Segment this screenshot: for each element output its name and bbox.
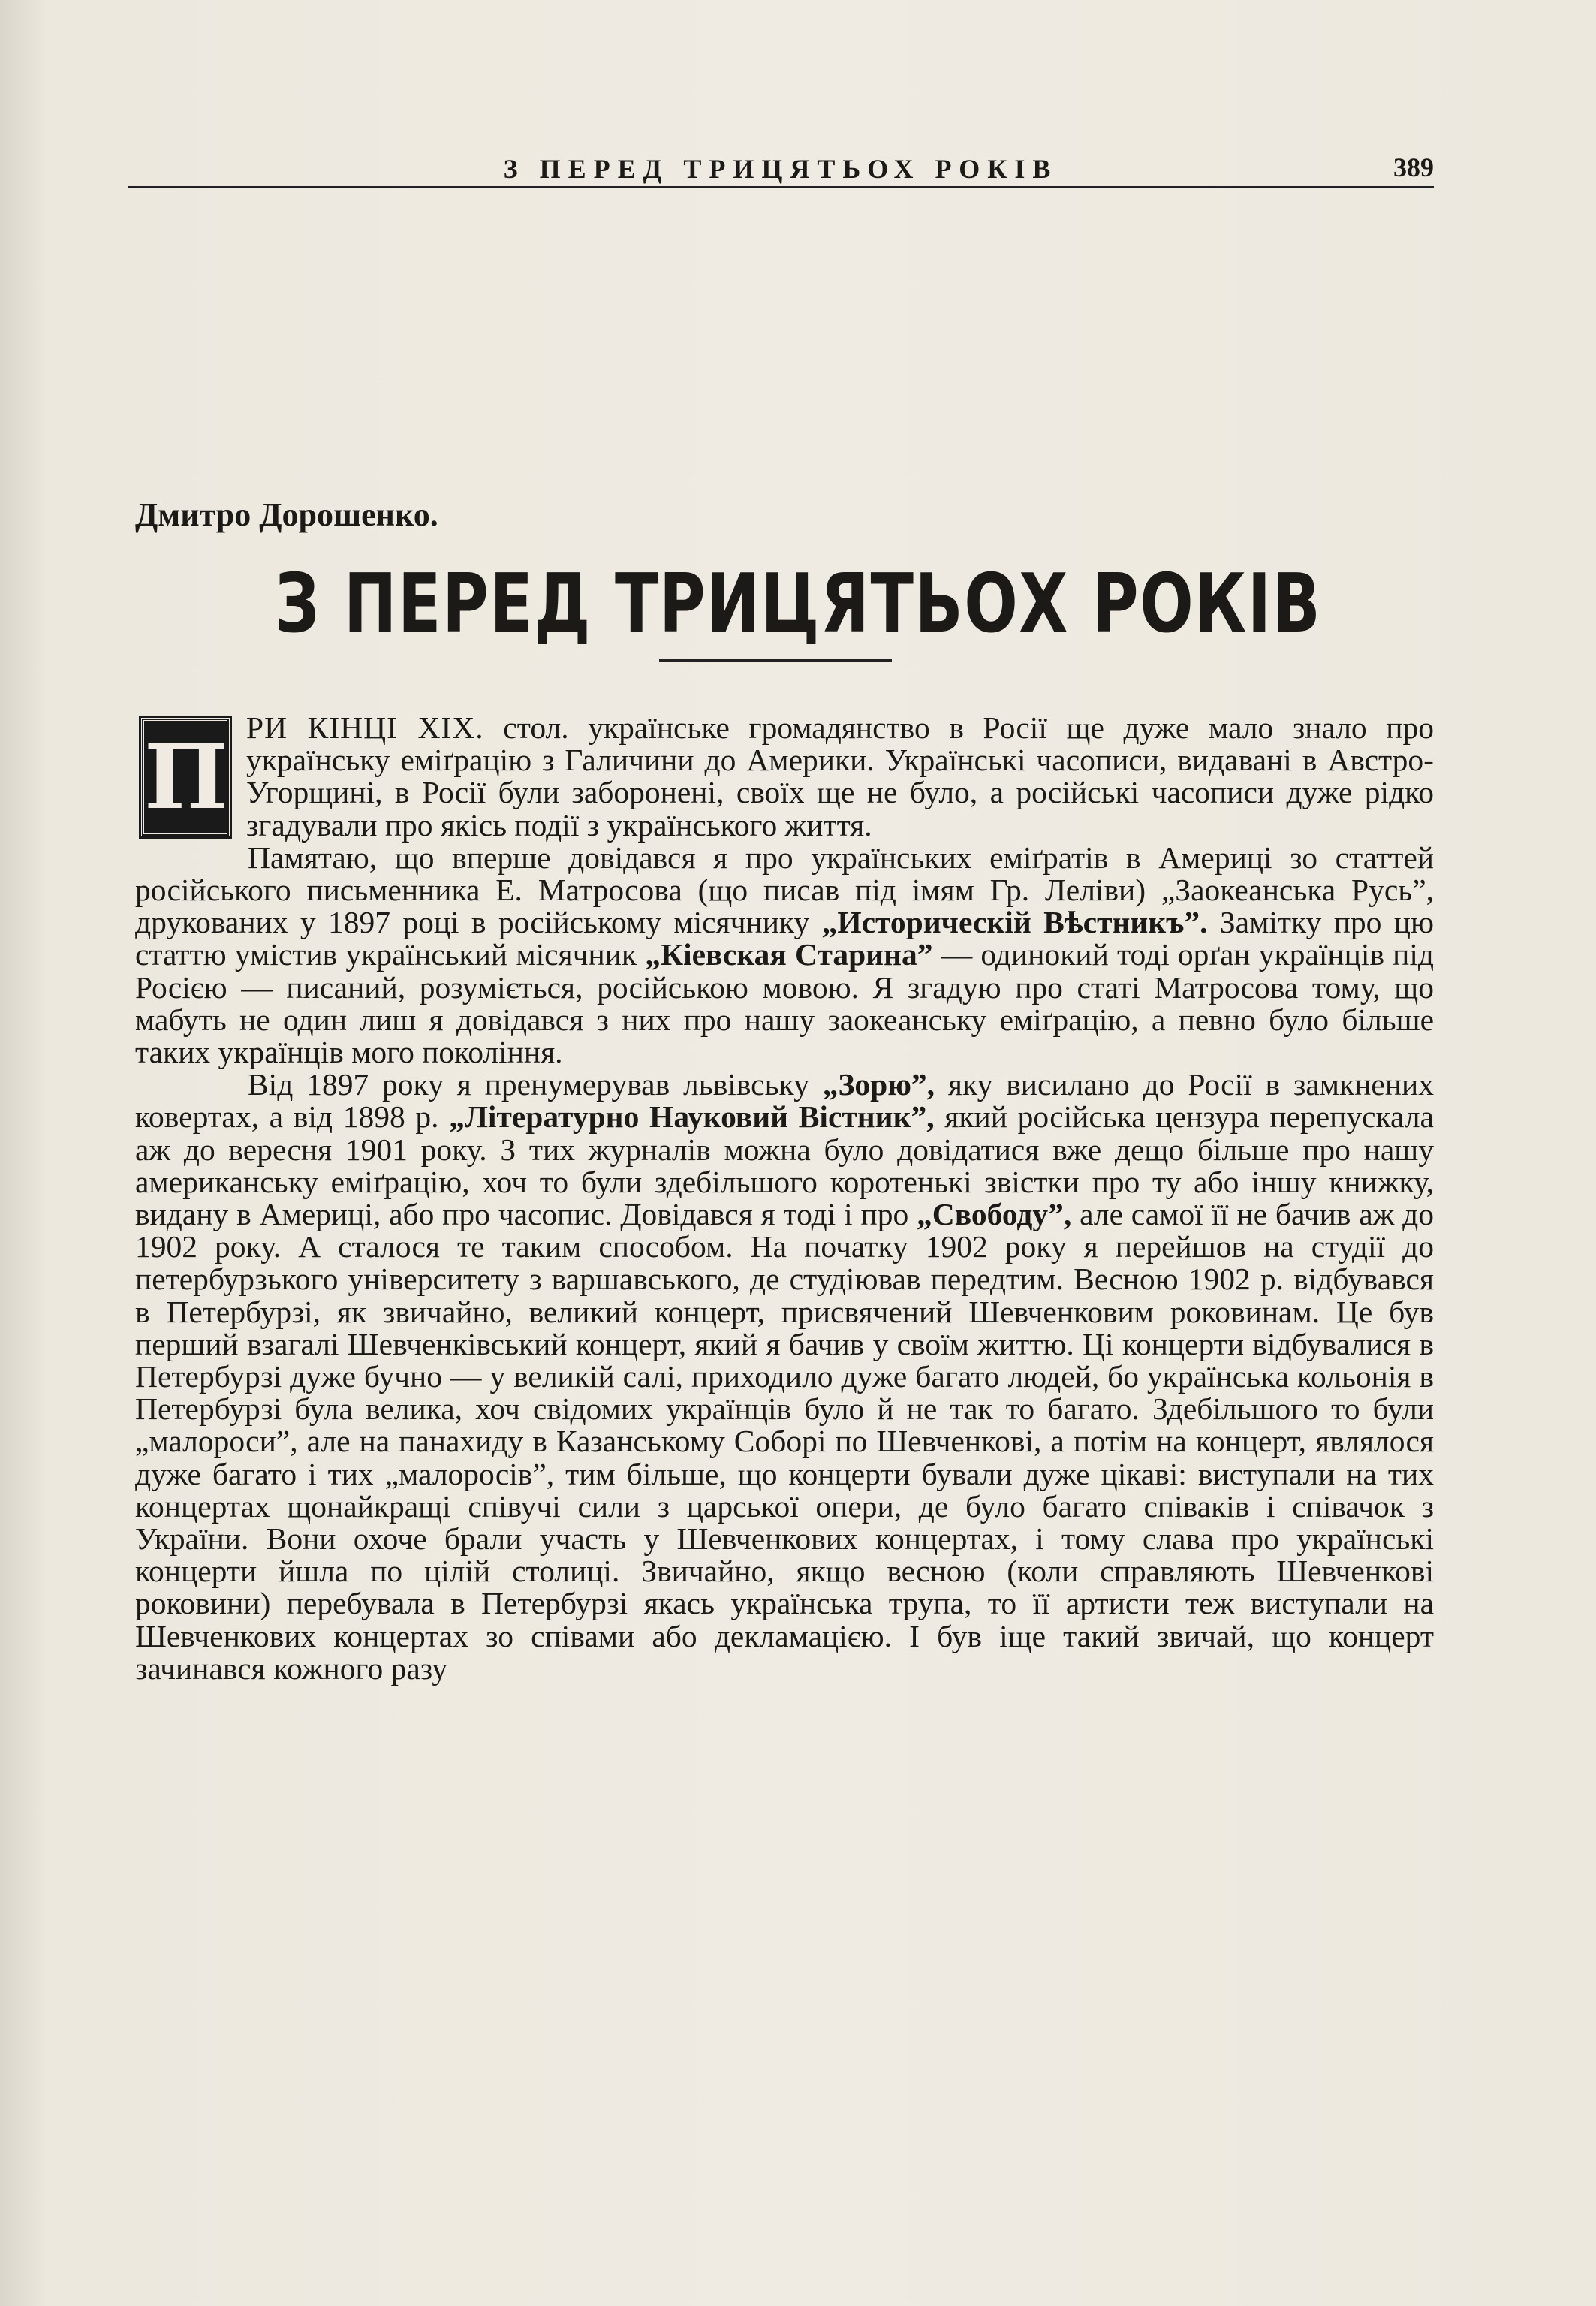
paragraph-text: але самої її не бачив аж до 1902 року. А сталося те таким способом. На початку 1902 року я перейшов на студії до петербурзького університету з варшавського, де студіював передтим. Весною 1902 р. відбувався в Петербурзі, як звичайно, великий концерт, присвячений Шевченковим роковинам. Це був перший взагалі Шевченківський концерт, який я бачив у своїм життю. Ці концерти відбувалися в Петербурзі дуже бучно — у великій салі, приходило дуже багато людей, бо українська кольонія в Петербурзі була велика, хоч свідомих українців було й не так то багато. Здебільшого то були „малороси”, але на панахиду в Казанському Соборі по Шевченкові, а потім на концерт, являлося дуже багато і тих „малоросів”, тим більше, що концерти бували дуже цікаві: виступали на тих концертах щонайкращі співучі сили з царської опери, де було багато співаків і співачок з України. Вони охоче брали участь у Шевченкових концертах, і тому слава про українські концерти йшла по цілій столиці. Звичайно, якщо весною (коли справляють Шевченкові роковини) перебувала в Петербурзі якась українська трупа, то її артисти теж виступали на Шевченкових концертах зо співами або декламацією. І був іще такий звичай, що концерт зачинався кожного разу [135,1197,1434,1686]
paragraph-text: Від 1897 року я пренумерував львівську [248,1067,823,1102]
paragraph-lead: РИ КІНЦІ XIX. [246,710,484,745]
article-title: З ПЕРЕД ТРИЦЯТЬОХ РОКІВ [274,557,1322,651]
article-author: Дмитро Дорошенко. [135,496,438,533]
periodical-title: „Зорю”, [822,1067,935,1102]
paragraph-text: яку висилано до Росії в замкнених ковертах, а від 1898 р. [135,1067,1434,1135]
periodical-title: „Свободу”, [917,1197,1072,1232]
running-header [128,149,1434,188]
page-number: 389 [1393,152,1434,182]
periodical-title: „Кіевская Старина” [645,937,933,972]
paragraph-text: — одинокий тоді орґан українців під Росією — писаний, розуміється, російською мовою. Я згадую про статі Матросова тому, що мабуть не один лиш я довідався з них про нашу заокеанську еміґрацію, а певно було більше таких українців мого покоління. [135,937,1434,1070]
paragraph-text: який російська цензура перепускала аж до вересня 1901 року. З тих журналів можна було довідатися вже дещо більше про нашу американську еміґрацію, хоч то були здебільшого коротенькі звістки про ту або іншу книжку, видану в Америці, або про часопис. Довідався я тоді і про [135,1099,1434,1232]
dropcap-ornament [141,718,230,836]
dropcap-letter: П [144,725,228,829]
article-body [135,712,1434,1685]
paragraph-text: Памятаю, що вперше довідався я про українських еміґратів в Америці зо статтей російського письменника Е. Матросова (що писав під імям Гр. Леліви) „Заокеанська Русь”, друкованих у 1897 році в російському місячнику [135,840,1434,940]
paragraph-text: Замітку про цю статтю умістив український місячник [135,905,1434,972]
periodical-title: „Историческій Вѣстникъ”. [821,905,1208,940]
paragraph-text: стол. українське громадянство в Росії ще дуже мало знало про українську еміґрацію з Галичини до Америки. Українські часописи, видавані в Австро-Угорщині, в Росії були заборонені, своїх ще не було, а російські часописи дуже рідко згадували про якісь події з українського життя. [246,710,1434,843]
paragraph-2 [135,842,1434,1069]
paragraph-3 [135,1069,1434,1685]
periodical-title: „Літературно Науковий Вістник”, [449,1099,935,1135]
running-title: З ПЕРЕД ТРИЦЯТЬОХ РОКІВ [503,154,1058,184]
title-divider [659,659,892,662]
paragraph-1 [135,712,1434,842]
